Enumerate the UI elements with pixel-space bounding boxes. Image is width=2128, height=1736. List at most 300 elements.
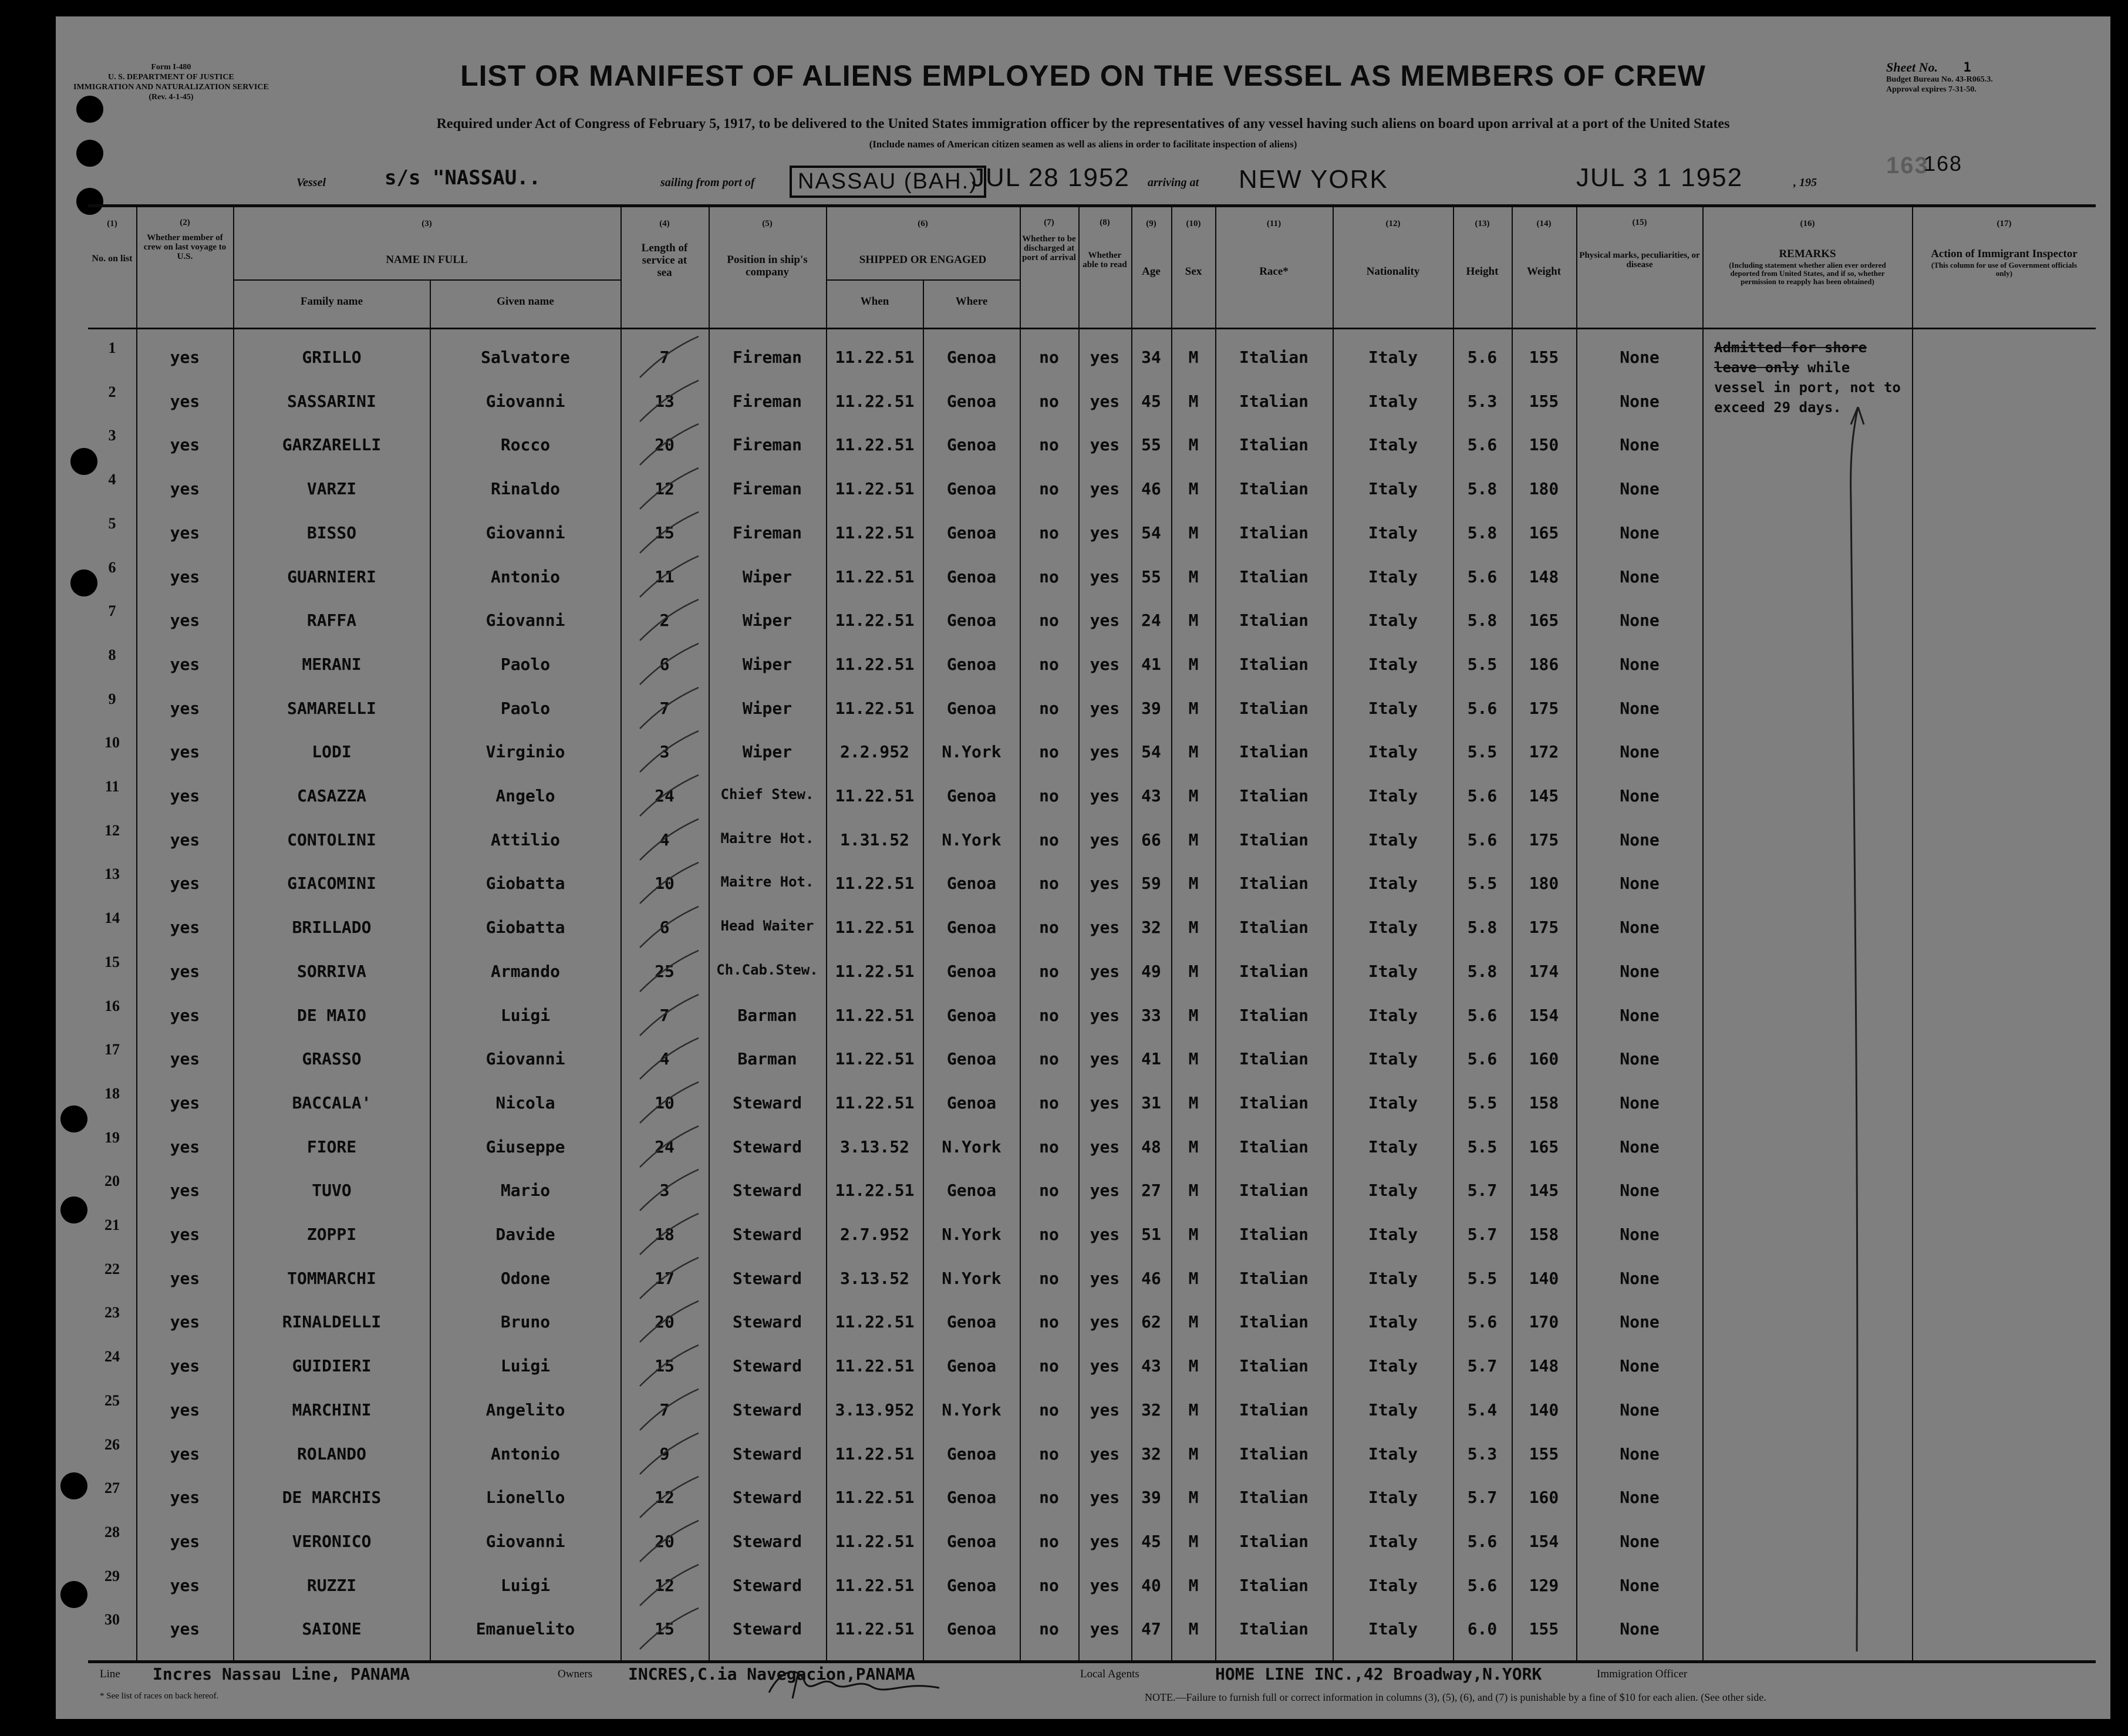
position-cell: Wiper — [742, 742, 792, 762]
page-title: LIST OR MANIFEST OF ALIENS EMPLOYED ON THE VESSEL AS MEMBERS OF CREW — [460, 59, 1706, 92]
table-row — [88, 383, 2096, 427]
tally-mark-icon — [637, 772, 702, 819]
previous-voyage-cell: yes — [170, 1575, 200, 1595]
sex-cell: M — [1188, 1181, 1199, 1201]
service-length-cell: 7 — [659, 698, 670, 718]
previous-voyage-cell: yes — [170, 830, 200, 850]
nationality-cell: Italy — [1368, 742, 1418, 762]
col-header-list-no: (1) No. on list — [92, 219, 133, 264]
physical-marks-cell: None — [1620, 830, 1660, 850]
given-name-cell: Paolo — [500, 698, 551, 718]
shipped-when-cell: 3.13.52 — [839, 1137, 909, 1157]
tally-mark-icon — [637, 1123, 702, 1170]
given-name-cell: Giovanni — [485, 523, 565, 542]
family-name-cell: VARZI — [306, 479, 357, 499]
shipped-when-cell: 11.22.51 — [835, 1181, 915, 1201]
service-length-cell: 20 — [655, 1531, 675, 1551]
col-header-position: (5) Position in ship's company — [727, 219, 808, 278]
discharged-cell: no — [1039, 1268, 1059, 1288]
family-name-cell: MERANI — [302, 654, 362, 674]
nationality-cell: Italy — [1368, 1400, 1418, 1420]
race-cell: Italian — [1239, 1225, 1308, 1244]
nationality-cell: Italy — [1368, 523, 1418, 542]
col-header-service: (4) Length of service at sea — [641, 219, 688, 279]
read-cell: yes — [1090, 435, 1120, 455]
shipped-when-cell: 11.22.51 — [835, 567, 915, 586]
race-cell: Italian — [1239, 1181, 1308, 1201]
height-cell: 5.8 — [1467, 611, 1498, 631]
discharged-cell: no — [1039, 1531, 1059, 1551]
race-cell: Italian — [1239, 786, 1308, 805]
given-name-cell: Bruno — [500, 1312, 551, 1332]
height-cell: 5.3 — [1467, 1444, 1498, 1464]
race-cell: Italian — [1239, 830, 1308, 850]
shipped-when-cell: 11.22.51 — [835, 479, 915, 499]
row-number: 23 — [104, 1304, 120, 1322]
physical-marks-cell: None — [1620, 1619, 1660, 1639]
height-cell: 5.7 — [1467, 1181, 1498, 1201]
col-header-where: Where — [955, 295, 988, 308]
service-length-cell: 4 — [659, 830, 670, 850]
discharged-cell: no — [1039, 435, 1059, 455]
family-name-cell: TUVO — [312, 1181, 352, 1201]
family-name-cell: GRASSO — [302, 1049, 362, 1069]
weight-cell: 158 — [1529, 1225, 1559, 1244]
position-cell: Wiper — [742, 567, 792, 586]
shipped-where-cell: Genoa — [946, 523, 997, 542]
nationality-cell: Italy — [1368, 567, 1418, 586]
row-number: 8 — [108, 646, 116, 663]
row-number: 28 — [104, 1523, 120, 1541]
previous-voyage-cell: yes — [170, 391, 200, 411]
physical-marks-cell: None — [1620, 435, 1660, 455]
discharged-cell: no — [1039, 1137, 1059, 1157]
tally-mark-icon — [637, 1386, 702, 1433]
table-row — [88, 515, 2096, 559]
shipped-where-cell: Genoa — [946, 1181, 997, 1201]
owners-value: INCRES,C.ia Navegacion,PANAMA — [628, 1664, 915, 1684]
age-cell: 31 — [1141, 1093, 1161, 1113]
tally-mark-icon — [637, 1605, 702, 1652]
nationality-cell: Italy — [1368, 1531, 1418, 1551]
table-row — [88, 1436, 2096, 1480]
sex-cell: M — [1188, 479, 1199, 499]
discharged-cell: no — [1039, 1005, 1059, 1025]
family-name-cell: SAMARELLI — [287, 698, 376, 718]
read-cell: yes — [1090, 1619, 1120, 1639]
service-length-cell: 7 — [659, 348, 670, 367]
position-cell: Fireman — [732, 391, 802, 411]
race-cell: Italian — [1239, 874, 1308, 894]
physical-marks-cell: None — [1620, 391, 1660, 411]
table-row — [88, 953, 2096, 997]
family-name-cell: GRILLO — [302, 348, 362, 367]
position-cell: Chief Stew. — [720, 786, 814, 803]
nationality-cell: Italy — [1368, 611, 1418, 631]
age-cell: 45 — [1141, 1531, 1161, 1551]
sex-cell: M — [1188, 1005, 1199, 1025]
row-number: 16 — [104, 997, 120, 1014]
given-name-cell: Rinaldo — [490, 479, 560, 499]
tally-mark-icon — [637, 685, 702, 732]
read-cell: yes — [1090, 1137, 1120, 1157]
height-cell: 5.7 — [1467, 1356, 1498, 1376]
position-cell: Steward — [732, 1444, 802, 1464]
shipped-when-cell: 2.7.952 — [839, 1225, 909, 1244]
previous-voyage-cell: yes — [170, 435, 200, 455]
shipped-when-cell: 11.22.51 — [835, 918, 915, 938]
read-cell: yes — [1090, 1356, 1120, 1376]
discharged-cell: no — [1039, 1400, 1059, 1420]
physical-marks-cell: None — [1620, 1312, 1660, 1332]
nationality-cell: Italy — [1368, 1488, 1418, 1508]
discharged-cell: no — [1039, 1575, 1059, 1595]
race-cell: Italian — [1239, 654, 1308, 674]
tally-mark-icon — [637, 596, 702, 643]
service-length-cell: 15 — [655, 1356, 675, 1376]
col-header-age: (9) Age — [1142, 219, 1161, 278]
family-name-cell: BACCALA' — [292, 1093, 372, 1113]
physical-marks-cell: None — [1620, 1356, 1660, 1376]
weight-cell: 186 — [1529, 654, 1559, 674]
given-name-cell: Giobatta — [485, 874, 565, 894]
discharged-cell: no — [1039, 830, 1059, 850]
departure-port-stamp: NASSAU (BAH.) — [790, 166, 986, 198]
nationality-cell: Italy — [1368, 1312, 1418, 1332]
table-row — [88, 1260, 2096, 1304]
nationality-cell: Italy — [1368, 1444, 1418, 1464]
shipped-when-cell: 11.22.51 — [835, 1619, 915, 1639]
physical-marks-cell: None — [1620, 1531, 1660, 1551]
weight-cell: 165 — [1529, 523, 1559, 542]
table-row — [88, 339, 2096, 383]
col-header-height: (13) Height — [1466, 219, 1499, 278]
physical-marks-cell: None — [1620, 1444, 1660, 1464]
sex-cell: M — [1188, 698, 1199, 718]
given-name-cell: Odone — [500, 1268, 551, 1288]
given-name-cell: Lionello — [485, 1488, 565, 1508]
read-cell: yes — [1090, 611, 1120, 631]
height-cell: 5.7 — [1467, 1225, 1498, 1244]
tally-mark-icon — [637, 641, 702, 687]
sex-cell: M — [1188, 523, 1199, 542]
discharged-cell: no — [1039, 567, 1059, 586]
previous-voyage-cell: yes — [170, 698, 200, 718]
position-cell: Wiper — [742, 611, 792, 631]
tally-mark-icon — [637, 465, 702, 512]
arrival-port-stamp: NEW YORK — [1239, 165, 1388, 194]
age-cell: 40 — [1141, 1575, 1161, 1595]
family-name-cell: LODI — [312, 742, 352, 762]
physical-marks-cell: None — [1620, 1181, 1660, 1201]
table-row — [88, 690, 2096, 734]
height-cell: 5.8 — [1467, 961, 1498, 981]
shipped-where-cell: Genoa — [946, 786, 997, 805]
age-cell: 54 — [1141, 523, 1161, 542]
service-length-cell: 15 — [655, 1619, 675, 1639]
row-number: 12 — [104, 821, 120, 839]
shipped-where-cell: Genoa — [946, 391, 997, 411]
race-cell: Italian — [1239, 1005, 1308, 1025]
form-line: (Rev. 4-1-45) — [149, 93, 194, 102]
weight-cell: 154 — [1529, 1005, 1559, 1025]
budget-line: Approval expires 7-31-50. — [1886, 85, 1977, 94]
age-cell: 39 — [1141, 698, 1161, 718]
height-cell: 5.6 — [1467, 1575, 1498, 1595]
shipped-when-cell: 1.31.52 — [839, 830, 909, 850]
row-number: 22 — [104, 1260, 120, 1277]
previous-voyage-cell: yes — [170, 1312, 200, 1332]
nationality-cell: Italy — [1368, 1181, 1418, 1201]
given-name-cell: Rocco — [500, 435, 551, 455]
service-length-cell: 20 — [655, 1312, 675, 1332]
row-number: 1 — [108, 339, 116, 356]
sex-cell: M — [1188, 1356, 1199, 1376]
manifest-sheet — [56, 16, 2110, 1719]
races-note: * See list of races on back hereof. — [100, 1691, 219, 1701]
physical-marks-cell: None — [1620, 1137, 1660, 1157]
header-divider — [88, 328, 2096, 329]
read-cell: yes — [1090, 567, 1120, 586]
physical-marks-cell: None — [1620, 654, 1660, 674]
officer-label: Immigration Officer — [1597, 1668, 1688, 1680]
previous-voyage-cell: yes — [170, 1268, 200, 1288]
age-cell: 32 — [1141, 1444, 1161, 1464]
shipped-where-cell: Genoa — [946, 1356, 997, 1376]
read-cell: yes — [1090, 698, 1120, 718]
sex-cell: M — [1188, 1400, 1199, 1420]
service-length-cell: 2 — [659, 611, 670, 631]
service-length-cell: 7 — [659, 1400, 670, 1420]
read-cell: yes — [1090, 1225, 1120, 1244]
read-cell: yes — [1090, 1005, 1120, 1025]
height-cell: 5.6 — [1467, 1049, 1498, 1069]
height-cell: 5.5 — [1467, 654, 1498, 674]
shipped-where-cell: N.York — [942, 742, 1001, 762]
weight-cell: 155 — [1529, 1619, 1559, 1639]
tally-mark-icon — [637, 1298, 702, 1345]
tally-mark-icon — [637, 992, 702, 1039]
departure-date-stamp: JUL 28 1952 — [972, 163, 1130, 192]
shipped-where-cell: Genoa — [946, 348, 997, 367]
tally-mark-icon — [637, 728, 702, 775]
family-name-cell: CASAZZA — [296, 786, 366, 805]
read-cell: yes — [1090, 742, 1120, 762]
race-cell: Italian — [1239, 1049, 1308, 1069]
col-header-given-name: Given name — [497, 295, 554, 308]
name-subheader-rule — [233, 279, 620, 281]
given-name-cell: Antonio — [490, 1444, 560, 1464]
position-cell: Maitre Hot. — [720, 830, 814, 847]
discharged-cell: no — [1039, 786, 1059, 805]
family-name-cell: ZOPPI — [306, 1225, 357, 1244]
tally-mark-icon — [637, 859, 702, 906]
height-cell: 5.6 — [1467, 1531, 1498, 1551]
service-length-cell: 24 — [655, 786, 675, 805]
physical-marks-cell: None — [1620, 1093, 1660, 1113]
shipped-when-cell: 11.22.51 — [835, 1005, 915, 1025]
discharged-cell: no — [1039, 391, 1059, 411]
col-header-when: When — [860, 295, 889, 308]
binder-hole — [60, 1472, 87, 1499]
tally-mark-icon — [637, 1562, 702, 1609]
discharged-cell: no — [1039, 742, 1059, 762]
read-cell: yes — [1090, 830, 1120, 850]
tally-mark-icon — [637, 377, 702, 424]
service-length-cell: 15 — [655, 523, 675, 542]
page-number-struck: 163 — [1886, 153, 1929, 178]
given-name-cell: Luigi — [500, 1575, 551, 1595]
shipped-when-cell: 11.22.51 — [835, 654, 915, 674]
row-number: 10 — [104, 734, 120, 751]
sheet-number: 1 — [1963, 60, 1971, 75]
budget-line: Budget Bureau No. 43-R065.3. — [1886, 75, 1993, 84]
position-cell: Fireman — [732, 348, 802, 367]
age-cell: 24 — [1141, 611, 1161, 631]
row-number: 14 — [104, 909, 120, 927]
binder-hole — [60, 1581, 87, 1608]
sex-cell: M — [1188, 1225, 1199, 1244]
read-cell: yes — [1090, 1312, 1120, 1332]
race-cell: Italian — [1239, 1488, 1308, 1508]
shipped-when-cell: 11.22.51 — [835, 1531, 915, 1551]
previous-voyage-cell: yes — [170, 654, 200, 674]
read-cell: yes — [1090, 479, 1120, 499]
shipped-when-cell: 11.22.51 — [835, 523, 915, 542]
height-cell: 5.8 — [1467, 918, 1498, 938]
tally-mark-icon — [637, 1211, 702, 1258]
service-length-cell: 7 — [659, 1005, 670, 1025]
service-length-cell: 4 — [659, 1049, 670, 1069]
given-name-cell: Armando — [490, 961, 560, 981]
row-number: 27 — [104, 1479, 120, 1497]
read-cell: yes — [1090, 1444, 1120, 1464]
shipped-where-cell: Genoa — [946, 611, 997, 631]
form-line: IMMIGRATION AND NATURALIZATION SERVICE — [73, 83, 269, 92]
shipped-when-cell: 11.22.51 — [835, 698, 915, 718]
given-name-cell: Davide — [495, 1225, 555, 1244]
weight-cell: 165 — [1529, 611, 1559, 631]
previous-voyage-cell: yes — [170, 1619, 200, 1639]
nationality-cell: Italy — [1368, 1575, 1418, 1595]
age-cell: 54 — [1141, 742, 1161, 762]
arriving-label: arriving at — [1148, 176, 1199, 189]
table-row — [88, 865, 2096, 909]
race-cell: Italian — [1239, 1444, 1308, 1464]
discharged-cell: no — [1039, 1049, 1059, 1069]
height-cell: 5.7 — [1467, 1488, 1498, 1508]
col-header-read: (8) Whether able to read — [1082, 218, 1127, 269]
weight-cell: 145 — [1529, 786, 1559, 805]
sex-cell: M — [1188, 1093, 1199, 1113]
tally-mark-icon — [637, 509, 702, 556]
position-cell: Ch.Cab.Stew. — [716, 961, 818, 978]
tally-mark-icon — [637, 1079, 702, 1126]
height-cell: 5.3 — [1467, 391, 1498, 411]
nationality-cell: Italy — [1368, 479, 1418, 499]
given-name-cell: Antonio — [490, 567, 560, 586]
age-cell: 41 — [1141, 654, 1161, 674]
col-header-family-name: Family name — [300, 295, 363, 308]
given-name-cell: Virginio — [485, 742, 565, 762]
race-cell: Italian — [1239, 1575, 1308, 1595]
given-name-cell: Emanuelito — [475, 1619, 575, 1639]
age-cell: 27 — [1141, 1181, 1161, 1201]
nationality-cell: Italy — [1368, 918, 1418, 938]
tally-mark-icon — [637, 1035, 702, 1082]
sex-cell: M — [1188, 348, 1199, 367]
nationality-cell: Italy — [1368, 874, 1418, 894]
read-cell: yes — [1090, 1531, 1120, 1551]
discharged-cell: no — [1039, 654, 1059, 674]
nationality-cell: Italy — [1368, 1268, 1418, 1288]
given-name-cell: Luigi — [500, 1356, 551, 1376]
service-length-cell: 3 — [659, 1181, 670, 1201]
height-cell: 5.6 — [1467, 698, 1498, 718]
previous-voyage-cell: yes — [170, 1400, 200, 1420]
table-row — [88, 1392, 2096, 1436]
service-length-cell: 25 — [655, 961, 675, 981]
discharged-cell: no — [1039, 348, 1059, 367]
race-cell: Italian — [1239, 1093, 1308, 1113]
discharged-cell: no — [1039, 523, 1059, 542]
table-row — [88, 427, 2096, 471]
shipped-where-cell: N.York — [942, 1137, 1001, 1157]
family-name-cell: GUIDIERI — [292, 1356, 372, 1376]
weight-cell: 140 — [1529, 1268, 1559, 1288]
page-subnote: (Include names of American citizen seamen as well as aliens in order to facilitate inspection of aliens) — [869, 139, 1297, 150]
row-number: 24 — [104, 1348, 120, 1366]
height-cell: 5.4 — [1467, 1400, 1498, 1420]
given-name-cell: Giobatta — [485, 918, 565, 938]
row-number: 29 — [104, 1567, 120, 1585]
previous-voyage-cell: yes — [170, 874, 200, 894]
tally-mark-icon — [637, 1430, 702, 1477]
shipped-when-cell: 11.22.51 — [835, 1093, 915, 1113]
physical-marks-cell: None — [1620, 1268, 1660, 1288]
shipped-when-cell: 11.22.51 — [835, 1049, 915, 1069]
nationality-cell: Italy — [1368, 1225, 1418, 1244]
tally-mark-icon — [637, 1518, 702, 1565]
physical-marks-cell: None — [1620, 1049, 1660, 1069]
given-name-cell: Salvatore — [481, 348, 570, 367]
nationality-cell: Italy — [1368, 1005, 1418, 1025]
agents-label: Local Agents — [1080, 1668, 1139, 1680]
service-length-cell: 3 — [659, 742, 670, 762]
weight-cell: 170 — [1529, 1312, 1559, 1332]
shipped-where-cell: N.York — [942, 1225, 1001, 1244]
sex-cell: M — [1188, 1137, 1199, 1157]
position-cell: Steward — [732, 1225, 802, 1244]
nationality-cell: Italy — [1368, 786, 1418, 805]
height-cell: 5.5 — [1467, 1137, 1498, 1157]
age-cell: 55 — [1141, 435, 1161, 455]
col-header-shipped: (6) SHIPPED OR ENGAGED — [859, 219, 987, 266]
service-length-cell: 6 — [659, 654, 670, 674]
sex-cell: M — [1188, 1575, 1199, 1595]
position-cell: Steward — [732, 1619, 802, 1639]
sex-cell: M — [1188, 567, 1199, 586]
physical-marks-cell: None — [1620, 1488, 1660, 1508]
age-cell: 46 — [1141, 479, 1161, 499]
race-cell: Italian — [1239, 348, 1308, 367]
position-cell: Wiper — [742, 698, 792, 718]
nationality-cell: Italy — [1368, 348, 1418, 367]
service-length-cell: 6 — [659, 918, 670, 938]
shipped-when-cell: 11.22.51 — [835, 961, 915, 981]
year-suffix: , 195 — [1793, 176, 1817, 189]
previous-voyage-cell: yes — [170, 523, 200, 542]
